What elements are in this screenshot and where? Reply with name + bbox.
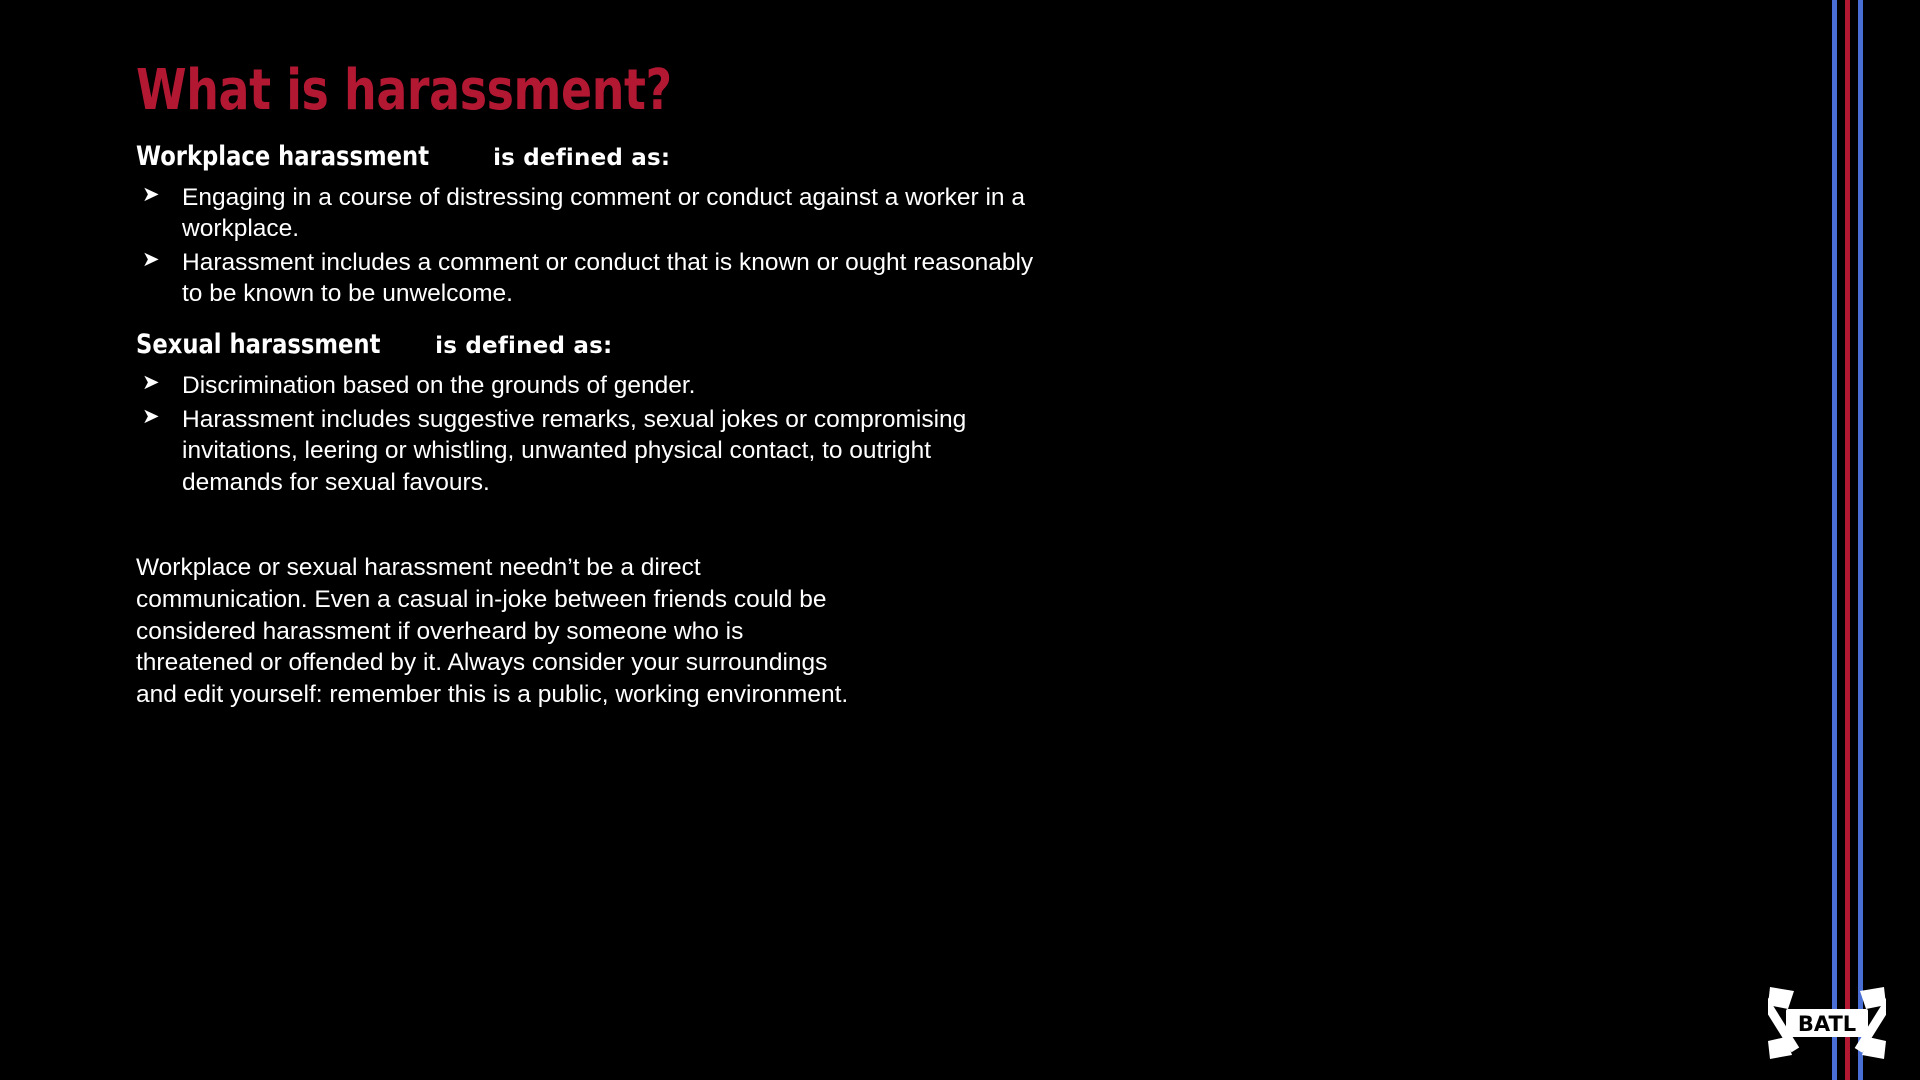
- arrow-bullet-icon: ➤: [142, 182, 160, 206]
- list-item-text: Harassment includes a comment or conduct that is known or ought reasonably to be known to be unwelcome.: [182, 248, 1034, 307]
- list-item: [136, 404, 1036, 498]
- section-heading-sexual-strong: Sexual harassment: [136, 329, 381, 361]
- batl-logo-text: BATL: [1797, 1012, 1857, 1036]
- section-heading-sexual-rest: is defined as:: [426, 333, 613, 360]
- arrow-bullet-icon: ➤: [142, 247, 160, 271]
- page-title: What is harassment?: [136, 58, 672, 123]
- list-item: [136, 370, 1036, 401]
- decorative-rule-red: [1845, 0, 1850, 1080]
- slide-content: [136, 58, 1036, 711]
- section-heading-workplace-rest: is defined as:: [484, 144, 671, 171]
- spacer: [136, 500, 1036, 552]
- list-item-text: Discrimination based on the grounds of gender.: [182, 372, 696, 400]
- section-heading-workplace-strong: Workplace harassment: [136, 140, 430, 172]
- closing-paragraph: Workplace or sexual harassment needn’t be a direct communication. Even a casual in-joke between friends could be considered harassment if overheard by someone who is threatened or offended by it. Always consider your surroundings and edit yourself: remember this is a public, working environment.: [136, 553, 849, 709]
- section-heading-sexual: [136, 327, 1036, 362]
- decorative-rule-blue-left: [1832, 0, 1837, 1080]
- bullet-list-workplace: [136, 182, 1036, 309]
- bullet-list-sexual: [136, 370, 1036, 497]
- list-item-text: Engaging in a course of distressing comment or conduct against a worker in a workplace.: [182, 183, 1025, 243]
- list-item-text: Harassment includes suggestive remarks, sexual jokes or compromising invitations, leering or whistling, unwanted physical contact, to outright demands for sexual favours.: [182, 405, 967, 496]
- batl-logo: [1768, 985, 1886, 1061]
- arrow-bullet-icon: ➤: [142, 371, 160, 395]
- arrow-bullet-icon: ➤: [142, 404, 160, 428]
- list-item: [136, 247, 1036, 310]
- decorative-rule-blue-right: [1858, 0, 1863, 1080]
- list-item: [136, 182, 1036, 245]
- section-heading-workplace: [136, 139, 1036, 174]
